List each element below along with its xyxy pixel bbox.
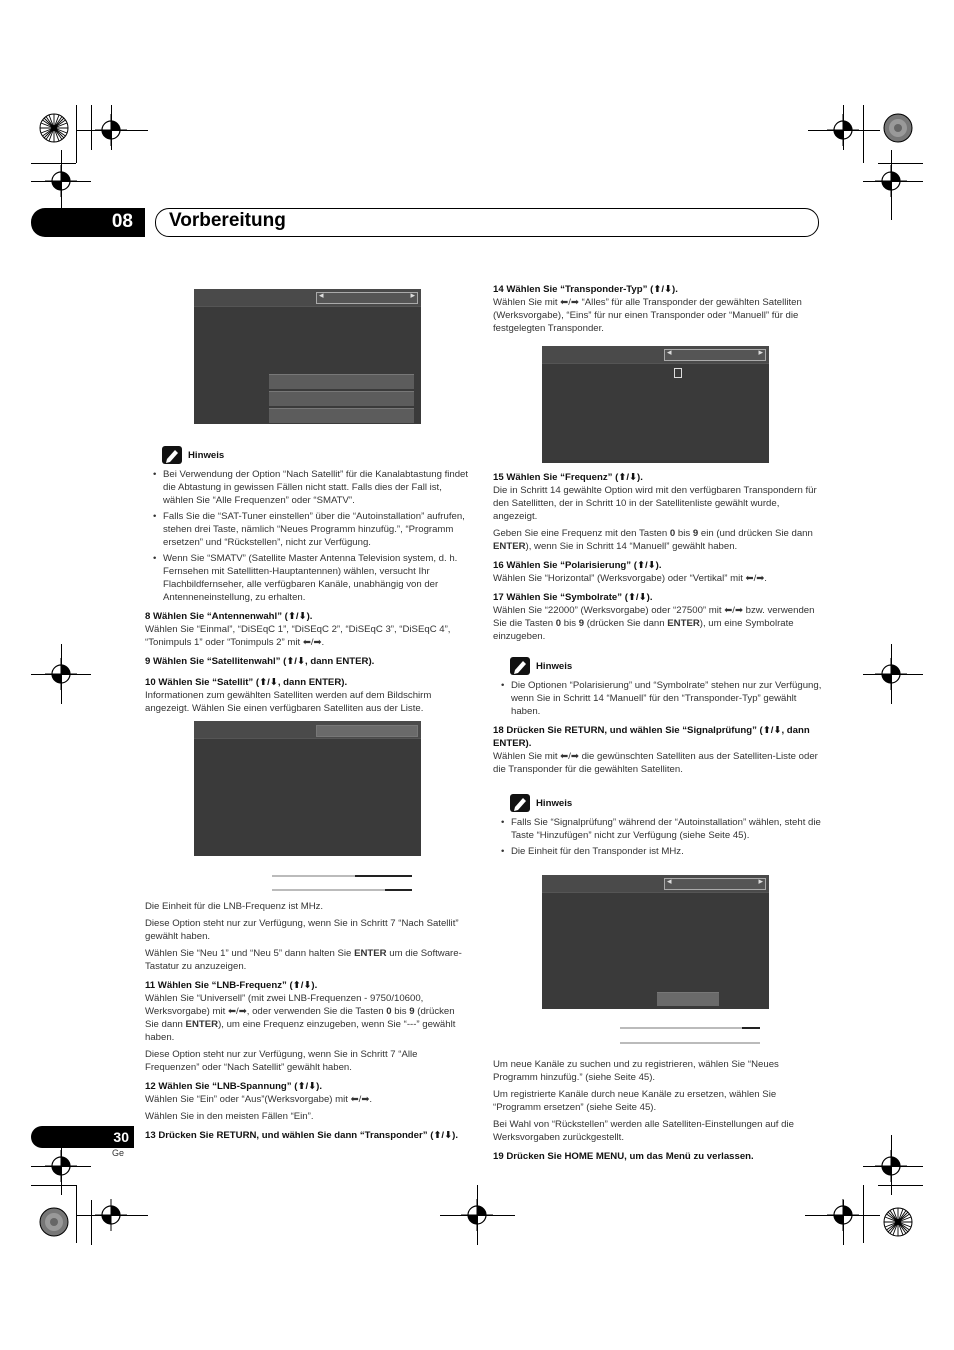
step-17-text: Wählen Sie “22000” (Werksvorgabe) oder “27500” mit ⬅/➡ bzw. verwenden Sie die Tasten 0 bis 9 (drücken Sie dann ENTER), um eine Symbolrate einzugeben.	[493, 605, 815, 642]
note-bullet: • Bei Verwendung der Option “Nach Satellit” für die Kanalabtastung findet die Abtastung in gewissen Fällen nicht statt. Falls dies der Fall ist, wählen Sie “Alle Frequenzen” oder “SMATV”.	[153, 468, 470, 507]
software-keyboard-text: Wählen Sie “Neu 1” und “Neu 5” dann halten Sie ENTER um die Software-Tastatur zu anzuzeigen.	[145, 948, 462, 972]
signal-meter-3	[620, 1027, 760, 1029]
signal-meter-1-fill	[355, 875, 412, 877]
signal-meter-4	[620, 1042, 760, 1044]
osd-button-2	[269, 391, 414, 406]
note-bullet: • Falls Sie die “SAT-Tuner einstellen” über die “Autoinstallation” aufrufen, stehen drei Taste, nämlich “Neues Programm hinzufüg.”, “Programm ersetzen” und “Rückstellen”, nicht zur Verfügung.	[153, 510, 470, 549]
osd-selector: ◂ ▸	[664, 878, 766, 890]
note-bullet: • Falls Sie “Signalprüfung” während der “Autoinstallation” wählen, steht die Taste “Hinzufügen” nicht zur Verfügung (siehe Seite 45).	[501, 816, 823, 842]
step-14-heading: 14 Wählen Sie “Transponder-Typ” (⬆/⬇).	[493, 284, 678, 295]
step-12-heading: 12 Wählen Sie “LNB-Spannung” (⬆/⬇).	[145, 1081, 323, 1092]
step-18-text: Wählen Sie mit ⬅/➡ die gewünschten Satelliten aus der Satelliten-Liste oder die Transponder für die gewählten Satelliten.	[493, 751, 818, 775]
note-bullet: • Die Optionen “Polarisierung” und “Symbolrate” stehen nur zur Verfügung, wenn Sie in Schritt 14 “Manuell” für den “Transponder-Typ” gewählt haben.	[501, 679, 823, 718]
osd-screen-transponder	[542, 346, 769, 463]
chapter-number: 08	[31, 208, 145, 237]
step-15-heading: 15 Wählen Sie “Frequenz” (⬆/⬇).	[493, 472, 643, 483]
signal-meter-2-fill	[385, 889, 412, 891]
option-availability-text: Diese Option steht nur zur Verfügung, wenn Sie in Schritt 7 “Nach Satellit” gewählt haben.	[145, 918, 459, 942]
page-number: 30	[31, 1126, 134, 1148]
chapter-title-bar	[155, 208, 819, 237]
step-16-heading: 16 Wählen Sie “Polarisierung” (⬆/⬇).	[493, 560, 662, 571]
step-8-text: Wählen Sie “Einmal”, “DiSEqC 1”, “DiSEqC 2”, “DiSEqC 3”, “DiSEqC 4”, “Tonimpuls 1” oder “Tonimpuls 2” mit ⬅/➡.	[145, 624, 451, 648]
page-language: Ge	[112, 1148, 125, 1158]
chapter-title: Vorbereitung	[169, 210, 286, 231]
note-heading: Hinweis	[510, 657, 823, 675]
step-16-text: Wählen Sie “Horizontal” (Werksvorgabe) oder “Vertikal” mit ⬅/➡.	[493, 573, 767, 584]
new-programme-text: Um neue Kanäle zu suchen und zu registrieren, wählen Sie “Neues Programm hinzufüg.” (siehe Seite 45).	[493, 1059, 779, 1083]
step-19-heading: 19 Drücken Sie HOME MENU, um das Menü zu verlassen.	[493, 1151, 754, 1162]
step-13-heading: 13 Drücken Sie RETURN, und wählen Sie dann “Transponder” (⬆/⬇).	[145, 1130, 459, 1141]
step-10-heading: 10 Wählen Sie “Satellit” (⬆/⬇, dann ENTER).	[145, 677, 348, 688]
left-column	[145, 446, 470, 719]
osd-highlight	[316, 725, 418, 737]
replace-programme-text: Um registrierte Kanäle durch neue Kanäle zu ersetzen, wählen Sie “Programm ersetzen” (siehe Seite 45).	[493, 1089, 777, 1113]
osd-button-3	[269, 408, 414, 423]
note-heading: Hinweis	[162, 446, 470, 464]
note-bullet: • Wenn Sie “SMATV” (Satellite Master Antenna Television system, d. h. Fernsehen mit Satellitten-Hauptantennen) wählen, versucht Ihr Flachbildfernseher, alle verfügbaren Kanäle, unabhängig von der Antenneneinstellung, zu erhalten.	[153, 552, 470, 604]
pencil-note-icon	[510, 794, 530, 812]
osd-screen-antenna	[194, 289, 421, 424]
step-9-heading: 9 Wählen Sie “Satellitenwahl” (⬆/⬇, dann ENTER).	[145, 656, 375, 667]
right-column-top	[493, 283, 823, 339]
right-column-bottom	[493, 1058, 823, 1163]
reset-text: Bei Wahl von “Rückstellen” werden alle Satelliten-Einstellungen auf die Werksvorgaben zurückgestellt.	[493, 1119, 794, 1143]
osd-button-1	[269, 374, 414, 389]
step-12-text: Wählen Sie “Ein” oder “Aus”(Werksvorgabe) mit ⬅/➡.	[145, 1094, 373, 1105]
step-15-text: Die in Schritt 14 gewählte Option wird mit den verfügbaren Transpondern für den Satellitten, der in Schritt 10 in der Satellitenliste gewählt wurde, angezeigt.	[493, 485, 817, 522]
step-18-heading: 18 Drücken Sie RETURN, und wählen Sie “Signalprüfung” (⬆/⬇, dann ENTER).	[493, 725, 810, 749]
step-10-text: Informationen zum gewählten Satelliten werden auf dem Bildschirm angezeigt. Wählen Sie einen verfügbaren Satelliten aus der Liste.	[145, 690, 432, 714]
osd-add-button	[657, 992, 719, 1006]
step-15-text-2: Geben Sie eine Frequenz mit den Tasten 0 bis 9 ein (und drücken Sie dann ENTER), wenn Sie in Schritt 14 “Manuell” gewählt haben.	[493, 528, 813, 552]
step-8-heading: 8 Wählen Sie “Antennenwahl” (⬆/⬇).	[145, 611, 313, 622]
step-12-text-2: Wählen Sie in den meisten Fällen “Ein”.	[145, 1111, 314, 1122]
step-17-heading: 17 Wählen Sie “Symbolrate” (⬆/⬇).	[493, 592, 653, 603]
osd-small-icon	[674, 368, 682, 378]
osd-screen-satellite	[194, 721, 421, 856]
note-heading: Hinweis	[510, 794, 823, 812]
pencil-note-icon	[510, 657, 530, 675]
signal-meter-3-fill	[742, 1027, 760, 1029]
osd-selector: ◂ ▸	[664, 349, 766, 361]
lnb-unit-text: Die Einheit für die LNB-Frequenz ist MHz.	[145, 901, 324, 912]
osd-screen-signal-check	[542, 875, 769, 1009]
step-11-text: Wählen Sie “Universell” (mit zwei LNB-Frequenzen - 9750/10600, Werksvorgabe) mit ⬅/➡, oder verwenden Sie die Tasten 0 bis 9 (drücken Sie dann ENTER), um eine Frequenz einzugeben, wenn Sie “---” gewählt haben.	[145, 993, 456, 1043]
note-bullet: • Die Einheit für den Transponder ist MHz.	[501, 845, 823, 858]
right-column-mid	[493, 471, 823, 861]
pencil-note-icon	[162, 446, 182, 464]
step-11-heading: 11 Wählen Sie “LNB-Frequenz” (⬆/⬇).	[145, 980, 318, 991]
left-column-lower	[145, 900, 470, 1142]
osd-selector: ◂ ▸	[316, 292, 418, 304]
step-11-text-2: Diese Option steht nur zur Verfügung, wenn Sie in Schritt 7 “Alle Frequenzen” oder “Nach Satellit” gewählt haben.	[145, 1049, 418, 1073]
step-14-text: Wählen Sie mit ⬅/➡ “Alles” für alle Transponder der gewählten Satelliten (Werksvorgabe), “Eins” für nur einen Transponder oder “Manuell” für die festgelegten Transponder.	[493, 297, 802, 334]
